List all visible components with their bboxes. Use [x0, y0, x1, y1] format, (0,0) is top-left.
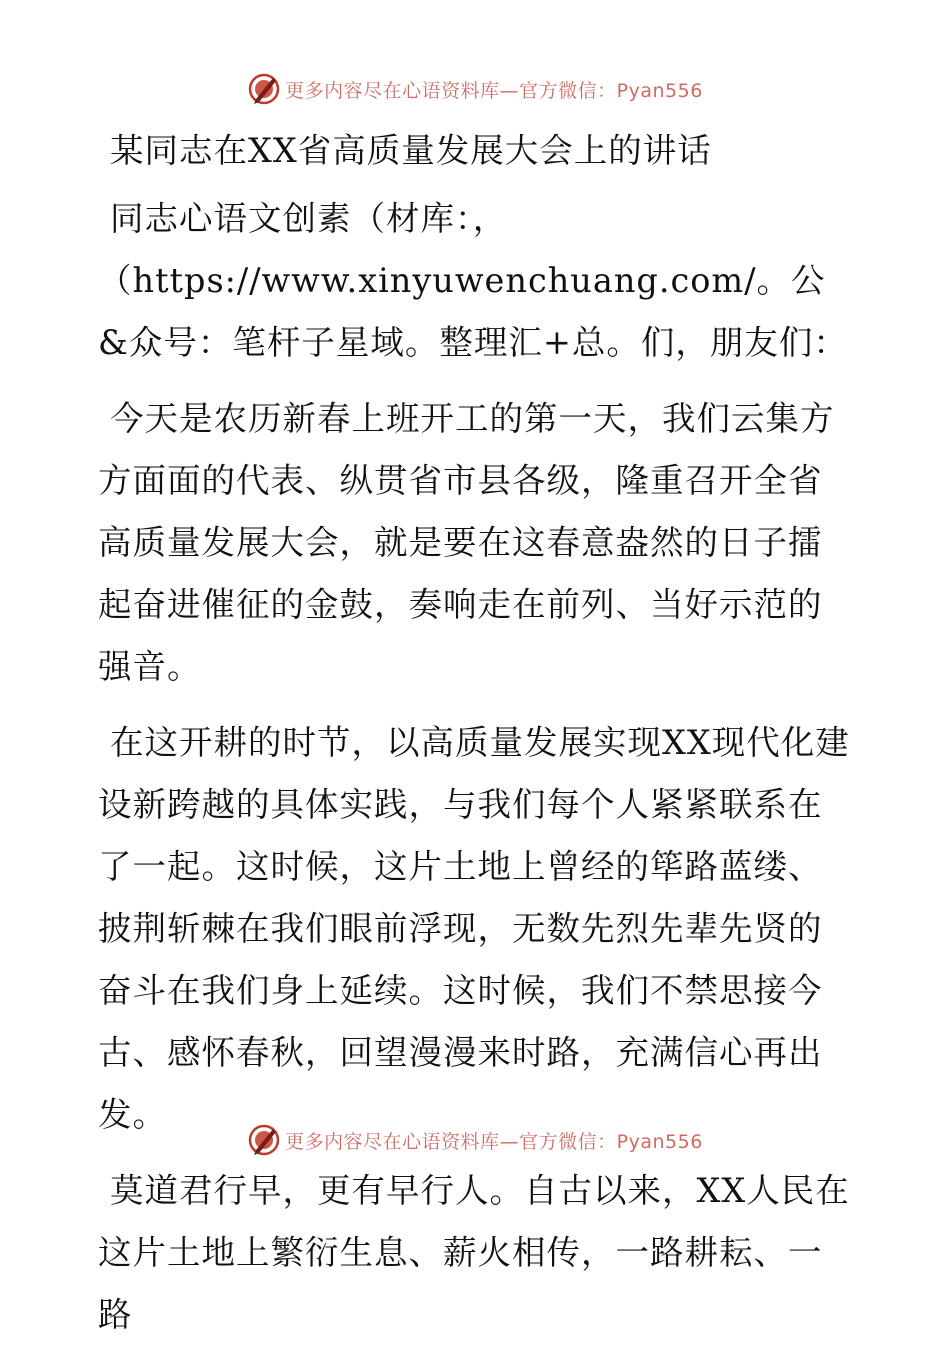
footer-watermark-banner	[0, 1122, 950, 1158]
header-watermark-banner	[0, 71, 950, 107]
paragraph-1: 同志心语文创素（材库：，（https://www.xinyuwenchuang.com/。公&众号：笔杆子星域。整理汇+总。们，朋友们：	[98, 199, 848, 362]
document-title: 某同志在XX省高质量发展大会上的讲话	[110, 131, 712, 170]
pen-logo-icon	[247, 72, 281, 106]
header-watermark-text: 更多内容尽在心语资料库—官方微信：Pyan556	[285, 79, 703, 102]
paragraph-2: 今天是农历新春上班开工的第一天，我们云集方方面面的代表、纵贯省市县各级，隆重召开全省高质量发展大会，就是要在这春意盎然的日子擂起奋进催征的金鼓，奏响走在前列、当好示范的强音。	[98, 399, 835, 686]
document-body	[98, 120, 850, 1360]
paragraph-4: 莫道君行早，更有早行人。自古以来，XX人民在这片土地上繁衍生息、薪火相传，一路耕耘、一路	[98, 1171, 850, 1334]
footer-watermark-text: 更多内容尽在心语资料库—官方微信：Pyan556	[285, 1130, 703, 1153]
pen-logo-icon	[247, 1123, 281, 1157]
paragraph-3: 在这开耕的时节，以高质量发展实现XX现代化建设新跨越的具体实践，与我们每个人紧紧联系在了一起。这时候，这片土地上曾经的筚路蓝缕、披荆斩棘在我们眼前浮现，无数先烈先辈先贤的奋斗在我们身上延续。这时候，我们不禁思接今古、感怀春秋，回望漫漫来时路，充满信心再出发。	[98, 723, 850, 1134]
